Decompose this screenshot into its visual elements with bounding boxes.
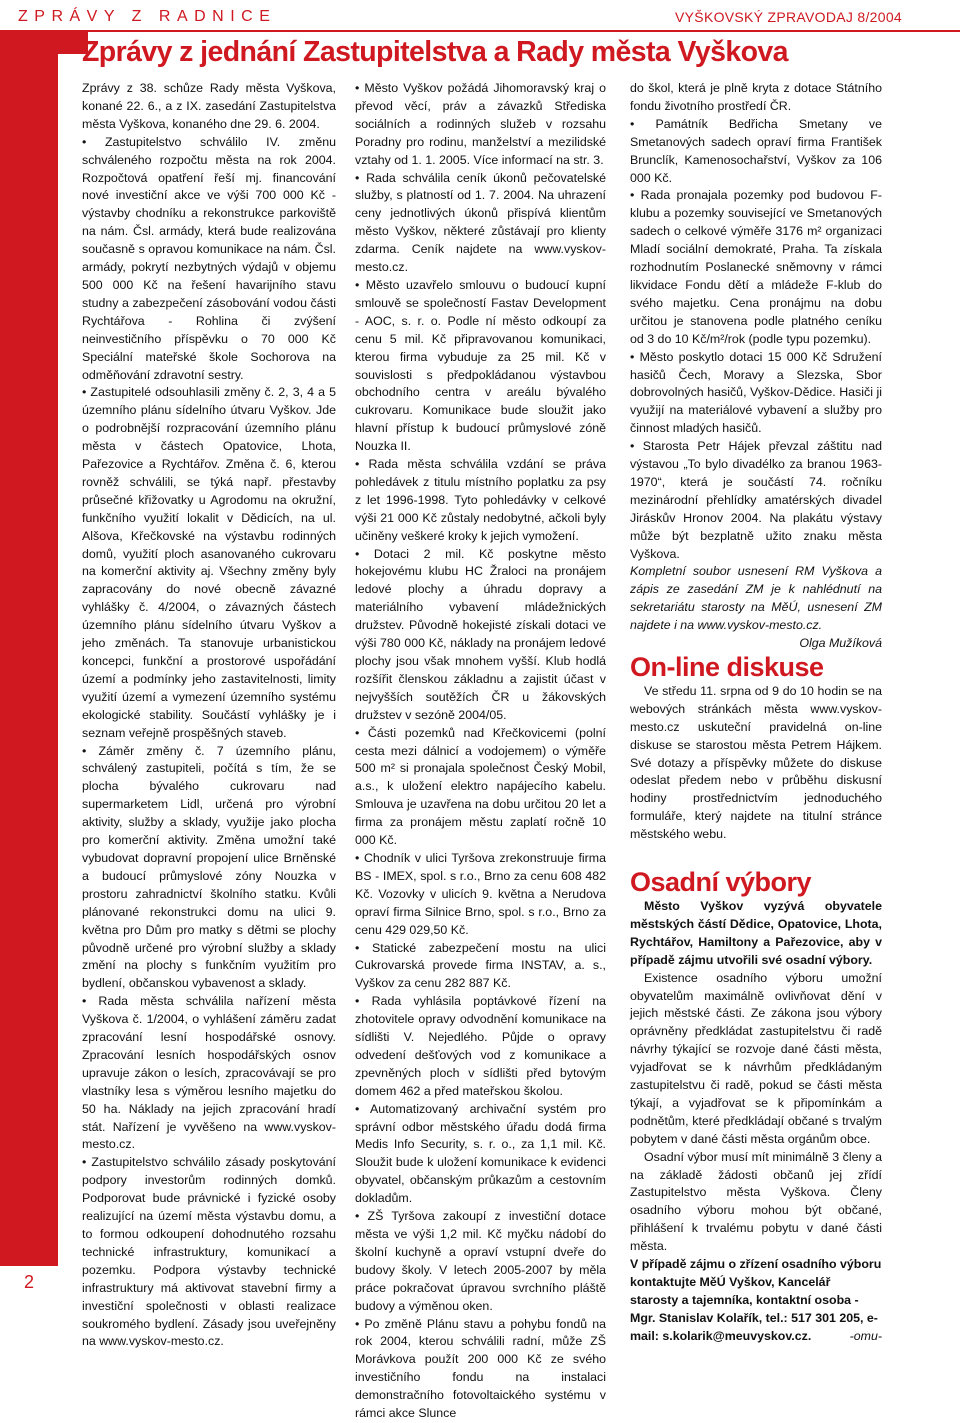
- publication-header: VYŠKOVSKÝ ZPRAVODAJ 8/2004: [675, 9, 902, 25]
- news-item: • Po změně Plánu stavu a pohybu fondů na rok 2004, kterou schválili radní, může ZŠ Morávkova použít 200 000 Kč ze svého investičního fondu na instalaci demonstračního fotovoltaického systému v rámci akce Slunce: [355, 1316, 606, 1421]
- osadni-lead: Město Vyškov vyzývá obyvatele městských částí Dědice, Opatovice, Lhota, Rychtářov, Hamiltony a Pařezovice, aby v případě zájmu utvořili své osadní výbory.: [630, 898, 882, 967]
- column-2: [355, 80, 606, 1423]
- article-title: Zprávy z jednání Zastupitelstva a Rady města Vyškova: [82, 36, 788, 68]
- news-item: • Části pozemků nad Křečkovicemi (polní cesta mezi dálnicí a vodojemem) o výměře 500 m² si pronajala společnost Český Mobil, a.s., k uložení elektro napájecího kabelu. Smlouva je uzavřena na dobu určitou 20 let a firma za pronájem městu zaplatí ročně 10 000 Kč.: [355, 725, 606, 848]
- news-item: • Záměr změny č. 7 územního plánu, schválený zastupiteli, počítá s tím, že se plocha bývalého cukrovaru nad supermarketem Lidl, určená pro výrobní aktivity, služby a sklady, využije jako plocha pro komerční aktivity. Změna umožní také vybudovat dopravní propojení ulice Brněnské a budoucí průmyslové zóny Nouzka v prostoru zahradnictví školního statku. Kvůli plánované rekonstrukci domu na ulici 9. května pro Dům pro matky s dětmi se plochy původně určené pro výrobní služby a sklady změní na plochy s funkčním využitím pro bydlení, občanskou vybavenost a sklady.: [82, 743, 336, 991]
- left-red-bar: [0, 32, 58, 1302]
- osadni-heading: Osadní výbory: [630, 867, 812, 898]
- news-item: • Zastupitelstvo schválilo IV. změnu schváleného rozpočtu města na rok 2004. Rozpočtová opatření řeší mj. financování nové investiční akce ve výši 700 000 Kč - výstavby chodníku a rekonstrukce parkoviště na nám. Čsl. armády, která bude realizována současně s opravou komunikace na nám. Čsl. armády, pokrytí nezbytných výdajů v objemu 500 000 Kč na řešení havarijního stavu studny a zabezpečení zásobování vodou části Rychtářova - Rohlina či zvýšení neinvestičního příspěvku o 70 000 Kč Speciální mateřské škole Sochorova na odměňování zdravotní sestry.: [82, 134, 336, 382]
- news-item: • ZŠ Tyršova zakoupí z investiční dotace města ve výši 1,2 mil. Kč myčku nádobí do školní kuchyně a opraví vstupní dveře do budovy školy. V letech 2005-2007 by měla práce pokračovat úpravou svrchního pláště budovy a výměnou oken.: [355, 1209, 606, 1313]
- news-item: • Rada města schválila nařízení města Vyškova č. 1/2004, o vyhlášení záměru zadat zpracování lesní hospodářské osnovy. Zpracování lesních hospodářských osnov upravuje zákon o lesích, zpracovávají se pro vlastníky lesa s výměrou lesního majetku do 50 ha. Náklady na jejich zpracování hradí stát. Nařízení je vyvěšeno na www.vyskov-mesto.cz.: [82, 994, 336, 1152]
- osadni-paragraph-2: Osadní výbor musí mít minimálně 3 členy a na základě žádosti občanů jej zřídí Zastupitelstvo města Vyškova. Členy osadního výboru mohou být občané, přihlášení k trvalému pobytu v dané části města.: [630, 1149, 882, 1254]
- news-item: • Město uzavřelo smlouvu o budoucí kupní smlouvě se společností Fastav Development - AOC, s. r. o. Podle ní město odkoupí za cenu 5 mil. Kč připravovanou komunikaci, kterou firma vybuduje za 25 mil. Kč v souvislosti s předpokládanou výstavbou obchodního centra v areálu bývalého cukrovaru. Komunikace bude sloužit jako hlavní přístup k budoucí průmyslové zóně Nouzka II.: [355, 277, 606, 454]
- osadni-paragraph-1: Existence osadního výboru umožní obyvatelům maximálně ovlivňovat dění v jejich městské části. Ze zákona jsou výbory oprávněny předkládat zastupitelstvu či radě návrhy týkající se rozvoje dané části města, vyjadřovat se k návrhům předkládaným zastupitelstvu či radě, pokud se části města týkají, a vyjadřovat se k připomínkám a podnětům, které předkládají občané s trvalým pobytem v dané části města orgánům obce.: [630, 970, 882, 1146]
- page-number: 2: [23, 1272, 34, 1292]
- news-item: • Rada města schválila vzdání se práva pohledávek z titulu místního poplatku za psy z let 1996-1998. Tyto pohledávky v celkové výši 21 000 Kč zůstaly nedobytné, ačkoli byly učiněny veškeré kroky k jejich vymožení.: [355, 457, 606, 543]
- column-3-items: [630, 80, 882, 563]
- news-item: • Rada pronajala pozemky pod budovou F-klubu a pozemky související ve Smetanových sadech o celkové výměře 3176 m² organizaci Mladí sociální demokraté, Praha. Ta získala rozhodnutím Poslanecké sněmovny v rámci likvidace Fondu dětí a mládeže F-klub do svého majetku. Cena pronájmu na dobu určitou je stanovena podle platného ceníku od 3 do 10 Kč/m²/rok (podle typu pozemku).: [630, 188, 882, 346]
- news-item: • Starosta Petr Hájek převzal záštitu nad výstavou „To bylo divadélko za branou 1963-1970“, která je součástí 74. ročníku mezinárodní přehlídky amatérských divadel Jiráskův Hronov 2004. Na plakátu výstavy může být bezplatně užito znaku města Vyškova.: [630, 439, 882, 561]
- osadni-contact: V případě zájmu o zřízení osadního výboru kontaktujte MěÚ Vyškov, Kancelář starosty a tajemníka, kontaktní osoba - Mgr. Stanislav Kolařík, tel.: 517 301 205, e-mail: s.kolarik@meuvyskov.cz.: [630, 1257, 882, 1343]
- news-item: • Automatizovaný archivační systém pro správní odbor městského úřadu dodá firma Medis Info Security, s. r. o., za 1,1 mil. Kč. Sloužit bude k uložení komunikace k evidenci obyvatel, občanským průkazům a cestovním dokladům.: [355, 1101, 606, 1206]
- column-3: [630, 80, 882, 1346]
- news-item: • Město Vyškov požádá Jihomoravský kraj o převod věcí, práv a závazků Střediska sociálních a rodinných služeb v rozsahu Poradny pro rodinu, manželství a mezilidské vztahy od 1. 1. 2005. Více informací na str. 3.: [355, 81, 606, 167]
- news-item: • Chodník v ulici Tyršova zrekonstruuje firma BS - IMEX, spol. s r.o., Brno za cenu 608 482 Kč. Vozovky v ulicích 9. května a Nerudova opraví firma Silnice Brno, spol. s r.o., Brno za cenu 429 029,50 Kč.: [355, 850, 606, 937]
- online-text: Ve středu 11. srpna od 9 do 10 hodin se na webových stránkách města www.vyskov-mesto.cz uskuteční pravidelná on-line diskuse se starostou města Petrem Hájkem. Své dotazy a příspěvky můžete do diskuse odeslat předem nebo v průběhu diskusní hodiny prostřednictvím jednoduchého formuláře, který najdete na titulní stránce městského webu.: [630, 683, 882, 842]
- news-item: • Rada vyhlásila poptávkové řízení na zhotovitele opravy odvodnění komunikace na sídlišti V. Nejedlého. Půjde o opravy odvedení dešťových vod z komunikace a zpevněných ploch v sídlišti před bytovým domem 462 a před mateřskou školou.: [355, 994, 606, 1098]
- closing-note: Kompletní soubor usnesení RM Vyškova a zápis ze zasedání ZM je k nahlédnutí na sekretariátu starosty na MěÚ, usnesení ZM najdete i na www.vyskov-mesto.cz.: [630, 564, 882, 633]
- osadni-author: -omu-: [849, 1328, 882, 1343]
- news-item: • Dotaci 2 mil. Kč poskytne město hokejovému klubu HC Žraloci na pronájem ledové plochy a úhradu dopravy a materiálního vybavení mládežnických družstev. Původně hokejisté získali dotaci ve výši 780 000 Kč, náklady na pronájem ledové plochy jsou však mnohem vyšší. Klub hodlá rozšířit členskou základnu a zajistit účast v nejvyšších soutěžích ČR u žákovských družstev v sezóně 2004/05.: [355, 546, 606, 722]
- signature: Olga Mužíková: [799, 636, 882, 651]
- news-item: • Město poskytlo dotaci 15 000 Kč Sdružení hasičů Čech, Moravy a Slezska, Sbor dobrovolných hasičů, Vyškov-Dědice. Hasiči ji využijí na materiálové vybavení a služby pro činnost mladých hasičů.: [630, 349, 882, 436]
- online-heading: On-line diskuse: [630, 652, 824, 682]
- news-item: do škol, která je plně kryta z dotace Státního fondu životního prostředí ČR.: [630, 81, 882, 113]
- news-item: • Rada schválila ceník úkonů pečovatelské služby, s platností od 1. 7. 2004. Na uhrazení ceny jednotlivých úkonů přispívá klientům město Vyškov, některé zůstávají pro klienty zdarma. Ceník najdete na www.vyskov-mesto.cz.: [355, 170, 606, 275]
- column-1: [82, 80, 336, 1351]
- header-rule: [0, 30, 960, 32]
- news-item: • Zastupitelstvo schválilo zásady poskytování podpory investorům rodinných domků. Podporovat bude právnické i fyzické osoby realizující na území města výstavbu domu, a to formou odkoupení dohodnutého rozsahu technické infrastruktury, komunikací a pozemku. Podpora výstavby technické infrastruktury má aktivovat stavební firmy a investiční společnosti v oblasti realizace soukromého bydlení. Zásady jsou uveřejněny na www.vyskov-mesto.cz.: [82, 1155, 336, 1349]
- news-item: • Památník Bedřicha Smetany ve Smetanových sadech opraví firma František Brunclík, Kamenosochařství, Vyškov za 106 000 Kč.: [630, 116, 882, 185]
- section-header: ZPRÁVY Z RADNICE: [18, 8, 277, 25]
- news-item: • Zastupitelé odsouhlasili změny č. 2, 3, 4 a 5 územního plánu sídelního útvaru Vyškov. Jde o podrobnější rozpracování územního plánu města v částech Opatovice, Lhota, Pařezovice a Rychtářov. Změna č. 6, kterou rovněž schválili, se týká např. přestavby průsečné křižovatky u Agrodomu na okružní, funkčního využití lokalit v Dědicích, na ul. Alšova, Křečkovské na výstavbu rodinných domů, využití ploch asanovaného cukrovaru na komerční aktivity aj. Všechny změny byly zapracovány do nové obecně závazné vyhlášky č. 4/2004, o závazných částech územního plánu sídelního útvaru Vyškov a jeho změnách. Ta stanovuje urbanistickou koncepci, funkční a prostorové uspořádání území a podmínky jeho zastavitelnosti, limity využití území a vymezení územního systému ekologické stability. Součástí vyhlášky je i seznam veřejně prospěšných staveb.: [82, 385, 336, 740]
- news-item: • Statické zabezpečení mostu na ulici Cukrovarská provede firma INSTAV, a. s., Vyškov za cenu 282 887 Kč.: [355, 940, 606, 991]
- news-item: Zprávy z 38. schůze Rady města Vyškova, konané 22. 6., a z IX. zasedání Zastupitelstva města Vyškova, konaného dne 29. 6. 2004.: [82, 81, 336, 131]
